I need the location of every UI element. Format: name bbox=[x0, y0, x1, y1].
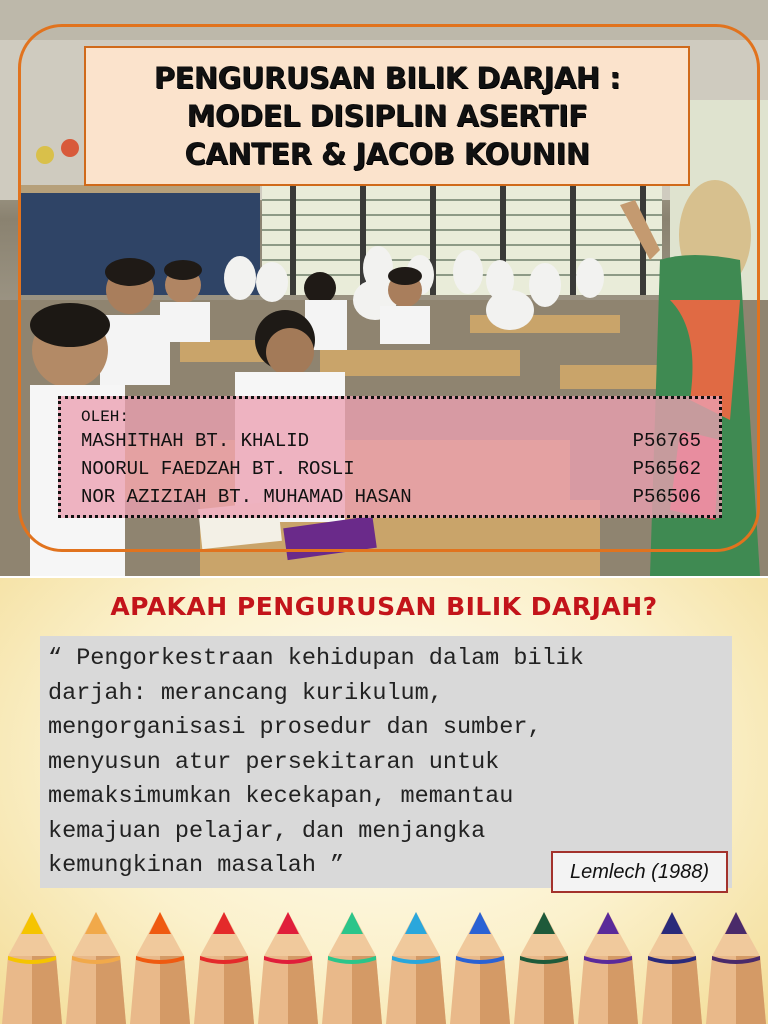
title-line-2: MODEL DISIPLIN ASERTIF bbox=[186, 99, 588, 133]
quote-line: “ Pengorkestraan kehidupan dalam bilik bbox=[48, 645, 584, 672]
pencil-icon bbox=[66, 912, 126, 1024]
author-row bbox=[81, 455, 701, 483]
pencil-icon bbox=[130, 912, 190, 1024]
citation-box bbox=[551, 851, 728, 893]
author-name: NOR AZIZIAH BT. MUHAMAD HASAN bbox=[81, 486, 412, 508]
pencil-icon bbox=[706, 912, 766, 1024]
title-line-1: PENGURUSAN BILIK DARJAH : bbox=[153, 61, 621, 95]
author-name: MASHITHAH BT. KHALID bbox=[81, 430, 310, 452]
quote-line: kemajuan pelajar, dan menjangka bbox=[48, 817, 486, 845]
authors-box bbox=[58, 396, 722, 518]
pencil-icon bbox=[514, 912, 574, 1024]
quote-line: mengorganisasi prosedur dan sumber, bbox=[48, 714, 542, 741]
pencil-icon bbox=[2, 912, 62, 1024]
colored-pencils-decoration bbox=[0, 908, 768, 1024]
definition-slide bbox=[0, 578, 768, 1024]
author-id: P56562 bbox=[632, 458, 701, 480]
citation-text: Lemlech (1988) bbox=[570, 860, 709, 883]
byline-label: OLEH: bbox=[81, 408, 130, 426]
author-name: NOORUL FAEDZAH BT. ROSLI bbox=[81, 458, 355, 480]
author-row bbox=[81, 483, 701, 511]
slide-heading: APAKAH PENGURUSAN BILIK DARJAH? bbox=[110, 592, 658, 621]
author-id: P56506 bbox=[632, 486, 701, 508]
pencil-icon bbox=[386, 912, 446, 1024]
quote-line: memaksimumkan kecekapan, memantau bbox=[48, 783, 514, 810]
pencil-icon bbox=[322, 912, 382, 1024]
pencil-icon bbox=[194, 912, 254, 1024]
author-row bbox=[81, 427, 701, 455]
pencil-icon bbox=[450, 912, 510, 1024]
quote-line: menyusun atur persekitaran untuk bbox=[48, 748, 500, 776]
author-id: P56765 bbox=[632, 430, 701, 452]
pencil-icon bbox=[578, 912, 638, 1024]
title-box bbox=[84, 46, 690, 186]
pencil-icon bbox=[258, 912, 318, 1024]
title-line-3: CANTER & JACOB KOUNIN bbox=[184, 137, 590, 171]
quote-line: darjah: merancang kurikulum, bbox=[48, 679, 443, 707]
quote-line: kemungkinan masalah ” bbox=[48, 852, 345, 879]
pencil-icon bbox=[642, 912, 702, 1024]
